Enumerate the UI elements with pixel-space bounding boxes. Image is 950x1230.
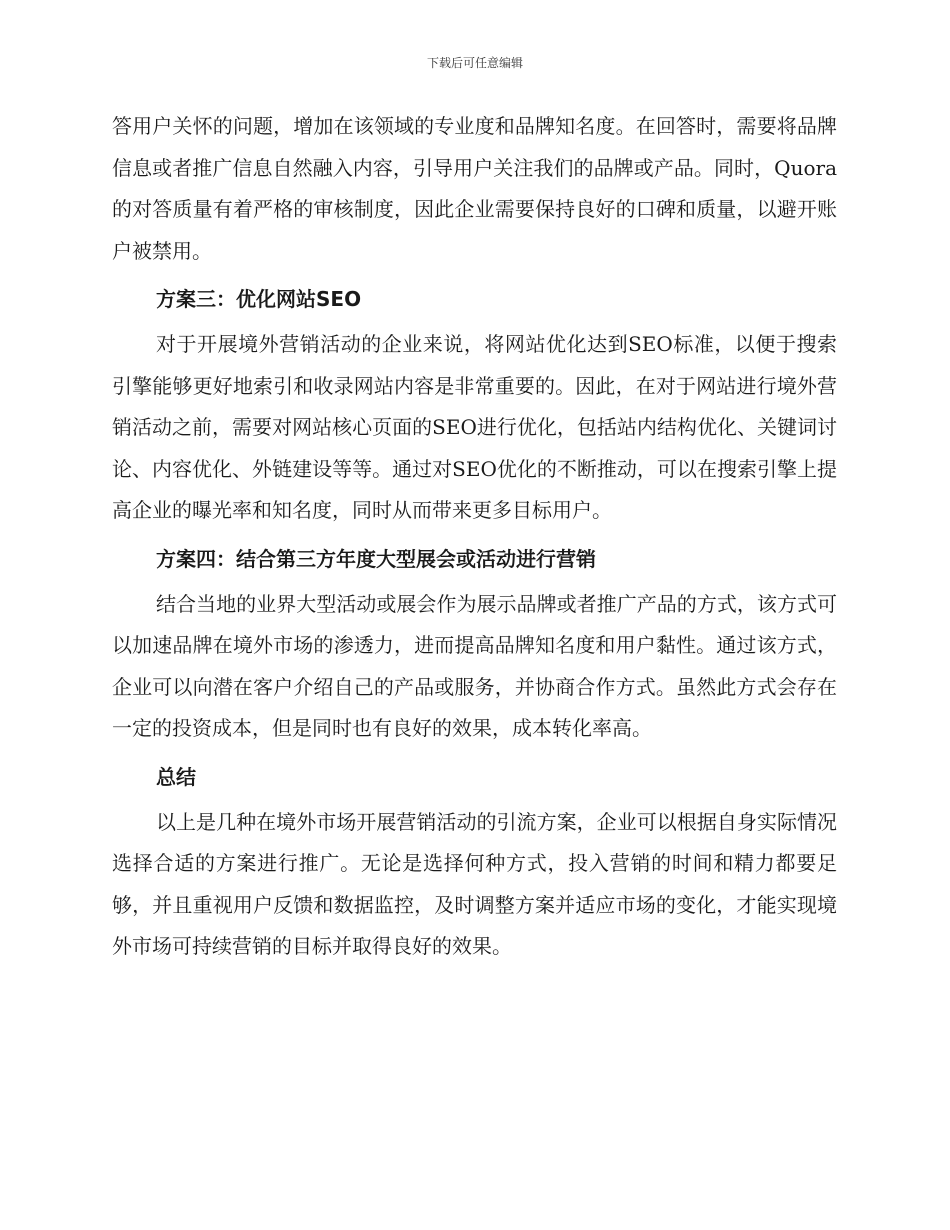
plan4-paragraph: 结合当地的业界大型活动或展会作为展示品牌或者推广产品的方式，该方式可以加速品牌在境外市场的渗透力，进而提高品牌知名度和用户黏性。通过该方式，企业可以向潜在客户介绍自己的产品或服务，并协商合作方式。虽然此方式会存在一定的投资成本，但是同时也有良好的效果，成本转化率高。 — [112, 591, 837, 740]
intro-paragraph: 答用户关怀的问题，增加在该领域的专业度和品牌知名度。在回答时，需要将品牌信息或者推广信息自然融入内容，引导用户关注我们的品牌或产品。同时，Quora的对答质量有着严格的审核制度，因此企业需要保持良好的口碑和质量，以避开账户被禁用。 — [112, 114, 837, 263]
summary-paragraph: 以上是几种在境外市场开展营销活动的引流方案，企业可以根据自身实际情况选择合适的方案进行推广。无论是选择何种方式，投入营销的时间和精力都要足够，并且重视用户反馈和数据监控，及时调整方案并适应市场的变化，才能实现境外市场可持续营销的目标并取得良好的效果。 — [112, 809, 837, 958]
page-header: 下载后可任意编辑 — [426, 56, 523, 70]
summary-heading: 总结 — [156, 764, 196, 789]
plan3-heading: 方案三：优化网站SEO — [156, 287, 362, 311]
plan3-paragraph: 对于开展境外营销活动的企业来说，将网站优化达到SEO标准，以便于搜索引擎能够更好地索引和收录网站内容是非常重要的。因此，在对于网站进行境外营销活动之前，需要对网站核心页面的SEO进行优化，包括站内结构优化、关键词讨论、内容优化、外链建设等等。通过对SEO优化的不断推动，可以在搜索引擎上提高企业的曝光率和知名度，同时从而带来更多目标用户。 — [112, 332, 837, 522]
document-body — [112, 106, 837, 968]
plan4-heading: 方案四：结合第三方年度大型展会或活动进行营销 — [156, 546, 596, 571]
